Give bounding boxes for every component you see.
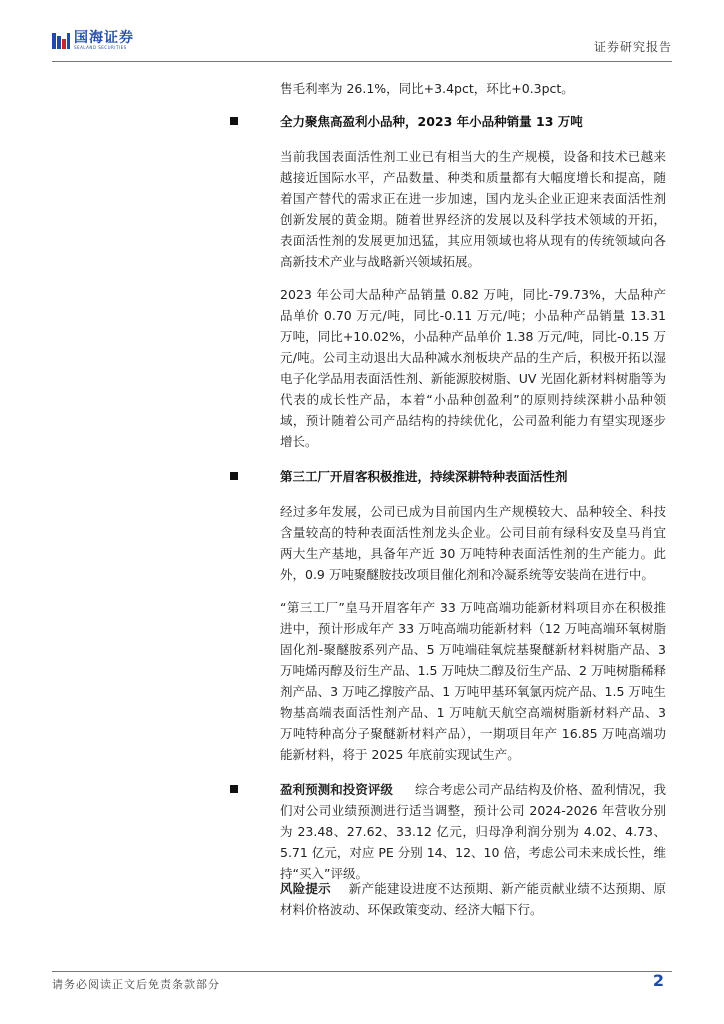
report-body bbox=[280, 78, 666, 884]
logo-text bbox=[74, 31, 134, 50]
rating-label: 盈利预测和投资评级 bbox=[280, 782, 393, 797]
square-bullet-icon bbox=[230, 785, 238, 793]
rating-text: 综合考虑公司产品结构及价格、盈利情况，我们对公司业绩预测进行适当调整，预计公司 2024-2026 年营收分别为 23.48、27.62、33.12 亿元，归母净利润分别为 4.02、4.73、5.71 亿元，对应 PE 分别 14、12、10 倍，考虑公司未来成长性，维持“买入”评级。 bbox=[280, 782, 666, 881]
logo-name-en: SEALAND SECURITIES bbox=[74, 45, 127, 50]
header-divider bbox=[52, 61, 672, 62]
section-1-title: 全力聚焦高盈利小品种，2023 年小品种销量 13 万吨 bbox=[280, 111, 666, 132]
sealand-logo-icon bbox=[52, 33, 70, 49]
footer-disclaimer: 请务必阅读正文后免责条款部分 bbox=[52, 978, 220, 991]
logo-name-cn: 国海证券 bbox=[74, 30, 134, 46]
intro-line: 售毛利率为 26.1%，同比+3.4pct，环比+0.3pct。 bbox=[280, 81, 574, 96]
page-number: 2 bbox=[652, 971, 664, 990]
section-1-paragraph-1: 当前我国表面活性剂工业已有相当大的生产规模，设备和技术已越来越接近国际水平，产品数量、种类和质量都有大幅度增长和提高，随着国产替代的需求正在进一步加速，国内龙头企业正迎来表面活性剂创新发展的黄金期。随着世界经济的发展以及科学技术领域的开拓，表面活性剂的发展更加迅猛，其应用领域也将从现有的传统领域向各高新技术产业与战略新兴领域拓展。 bbox=[280, 149, 666, 269]
risk-block bbox=[280, 878, 666, 920]
company-logo bbox=[52, 31, 134, 50]
risk-paragraph bbox=[280, 878, 666, 920]
section-2-paragraph-1: 经过多年发展，公司已成为目前国内生产规模较大、品种较全、科技含量较高的特种表面活性剂龙头企业。公司目前有绿科安及皇马肖宜两大生产基地，具备年产近 30 万吨特种表面活性剂的生产能力。此外，0.9 万吨聚醚胺技改项目催化剂和冷凝系统等安装尚在进行中。 bbox=[280, 504, 666, 582]
rating-paragraph bbox=[280, 779, 666, 884]
square-bullet-icon bbox=[230, 117, 238, 125]
square-bullet-icon bbox=[230, 472, 238, 480]
page-header bbox=[0, 0, 724, 62]
section-2-paragraph-2: “第三工厂”皇马开眉客年产 33 万吨高端功能新材料项目亦在积极推进中，预计形成年产 33 万吨高端功能新材料（12 万吨高端环氧树脂固化剂-聚醚胺系列产品、5 万吨端硅氧烷基聚醚新材料树脂产品、3 万吨烯丙醇及衍生产品、1.5 万吨炔二醇及衍生产品、2 万吨树脂稀释剂产品、3 万吨乙撑胺产品、1 万吨甲基环氧氯丙烷产品、1.5 万吨生物基高端表面活性剂产品、1 万吨航天航空高端树脂新材料产品、3 万吨特种高分子聚醚新材料产品），一期项目年产 16.85 万吨高端功能新材料，将于 2025 年底前实现试生产。 bbox=[280, 600, 666, 762]
report-type-label: 证券研究报告 bbox=[593, 40, 672, 54]
risk-label: 风险提示 bbox=[280, 881, 331, 896]
footer-divider bbox=[52, 971, 672, 972]
section-1-paragraph-2: 2023 年公司大品种产品销量 0.82 万吨，同比-79.73%，大品种产品单价 0.70 万元/吨，同比-0.11 万元/吨；小品种产品销量 13.31 万吨，同比+10.02%，小品种产品单价 1.38 万元/吨，同比-0.15 万元/吨。公司主动退出大品种减水剂板块产品的生产后，积极开拓以湿电子化学品用表面活性剂、新能源胶树脂、UV 光固化新材料树脂等为代表的成长性产品，本着“小品种创盈利”的原则持续深耕小品种领域，预计随着公司产品结构的持续优化，公司盈利能力有望实现逐步增长。 bbox=[280, 287, 666, 449]
risk-text: 新产能建设进度不达预期、新产能贡献业绩不达预期、原材料价格波动、环保政策变动、经济大幅下行。 bbox=[280, 881, 666, 917]
section-2-title: 第三工厂开眉客积极推进，持续深耕特种表面活性剂 bbox=[280, 466, 666, 487]
